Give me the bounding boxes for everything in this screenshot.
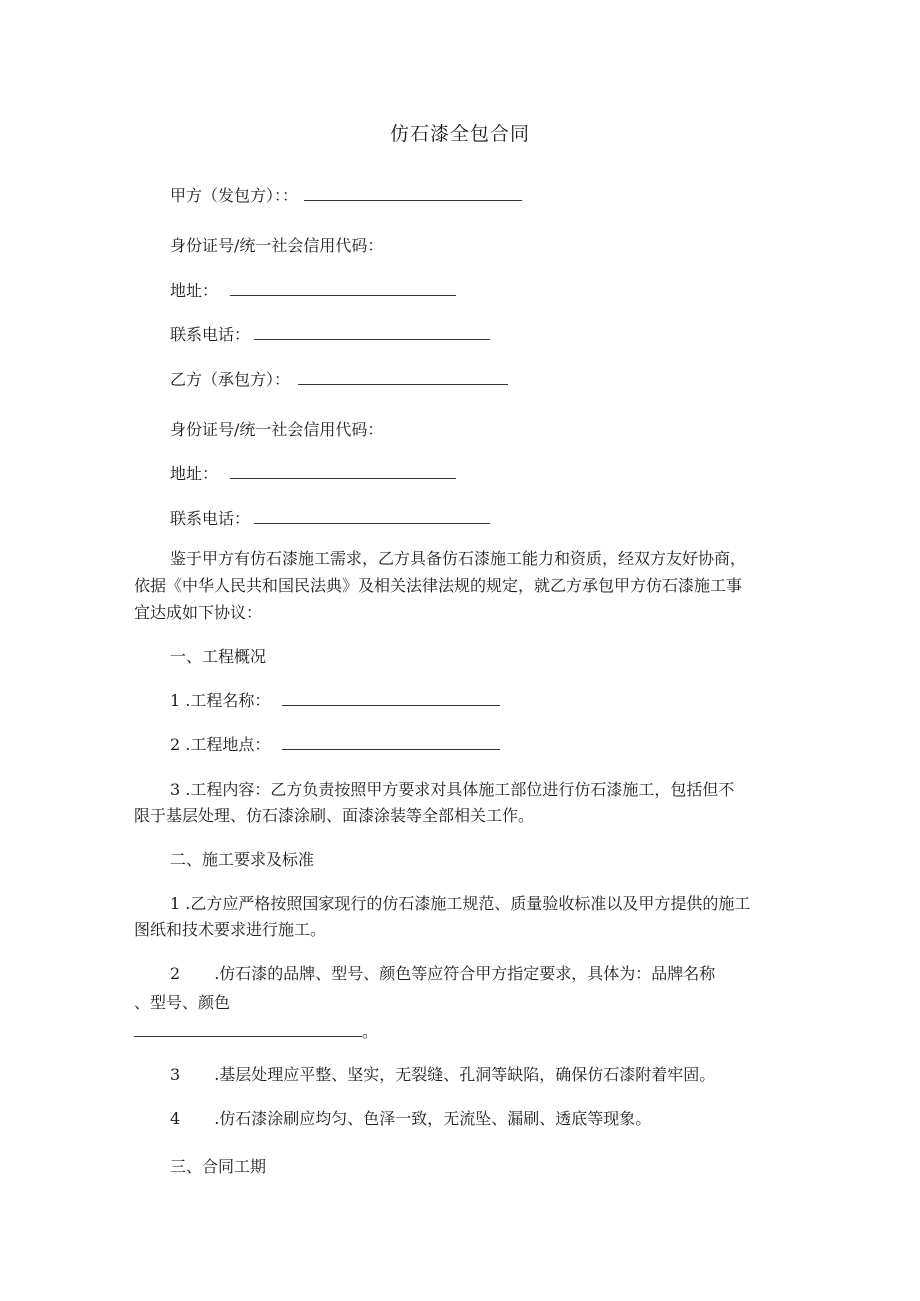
party-a-id-label: 身份证号/统一社会信用代码： — [170, 236, 384, 255]
party-b-phone-row — [170, 509, 490, 529]
project-name-label: 1 .工程名称： — [170, 691, 271, 710]
party-b-address-row — [170, 464, 456, 484]
requirement-3-number: 3 — [170, 1065, 181, 1084]
party-b-address-blank[interactable] — [230, 464, 456, 479]
requirement-4-number: 4 — [170, 1109, 181, 1128]
party-a-address-row — [170, 281, 456, 301]
party-a-address-label: 地址： — [170, 281, 219, 300]
project-location-row — [170, 735, 500, 755]
requirement-3-row — [170, 1065, 715, 1085]
section-3-heading: 三、合同工期 — [170, 1157, 267, 1176]
party-b-address-label: 地址： — [170, 464, 219, 483]
section-1-heading: 一、工程概况 — [170, 647, 267, 666]
project-content-line-1: 3 .工程内容：乙方负责按照甲方要求对具体施工部位进行仿石漆施工，包括但不 — [170, 780, 735, 799]
project-name-blank[interactable] — [282, 691, 500, 706]
contract-title: 仿石漆全包合同 — [389, 123, 530, 145]
requirement-2-text: .仿石漆的品牌、型号、颜色等应符合甲方指定要求，具体为：品牌名称 — [214, 964, 716, 983]
project-location-blank[interactable] — [282, 735, 500, 750]
party-a-address-blank[interactable] — [230, 281, 456, 296]
requirement-3-text: .基层处理应平整、坚实，无裂缝、孔洞等缺陷，确保仿石漆附着牢固。 — [214, 1065, 716, 1084]
preamble-line-3: 宜达成如下协议： — [134, 603, 263, 622]
party-b-label: 乙方（承包方）： — [170, 370, 291, 389]
brand-model-color-blank[interactable] — [134, 1022, 362, 1037]
requirement-4-text: .仿石漆涂刷应均匀、色泽一致，无流坠、漏刷、透底等现象。 — [214, 1109, 652, 1128]
party-a-phone-row — [170, 325, 490, 345]
party-b-phone-label: 联系电话： — [170, 509, 251, 528]
requirement-1-line-2: 图纸和技术要求进行施工。 — [134, 920, 327, 939]
requirement-2-line-3 — [134, 1022, 378, 1042]
preamble-line-1: 鉴于甲方有仿石漆施工需求，乙方具备仿石漆施工能力和资质，经双方友好协商， — [170, 549, 747, 568]
requirement-2-line-1 — [170, 964, 715, 984]
party-a-row — [170, 186, 522, 206]
party-a-label: 甲方（发包方）：： — [170, 186, 299, 205]
requirement-1-line-1: 1 .乙方应严格按照国家现行的仿石漆施工规范、质量验收标准以及甲方提供的施工 — [170, 894, 751, 913]
party-b-id-label: 身份证号/统一社会信用代码： — [170, 420, 384, 439]
party-b-phone-blank[interactable] — [254, 509, 490, 524]
section-2-heading: 二、施工要求及标准 — [170, 850, 315, 869]
requirement-2-end: 。 — [362, 1022, 379, 1041]
requirement-2-line-2: 、型号、颜色 — [134, 993, 231, 1012]
project-content-line-2: 限于基层处理、仿石漆涂刷、面漆涂装等全部相关工作。 — [134, 806, 535, 825]
preamble-line-2: 依据《中华人民共和国民法典》及相关法律法规的规定，就乙方承包甲方仿石漆施工事 — [134, 576, 743, 595]
party-a-phone-blank[interactable] — [254, 325, 490, 340]
project-name-row — [170, 691, 500, 711]
party-b-name-blank[interactable] — [298, 370, 508, 385]
party-a-name-blank[interactable] — [304, 186, 522, 201]
party-b-row — [170, 370, 508, 390]
requirement-2-number: 2 — [170, 964, 181, 983]
requirement-4-row — [170, 1109, 651, 1129]
project-location-label: 2 .工程地点： — [170, 735, 271, 754]
party-a-phone-label: 联系电话： — [170, 325, 251, 344]
